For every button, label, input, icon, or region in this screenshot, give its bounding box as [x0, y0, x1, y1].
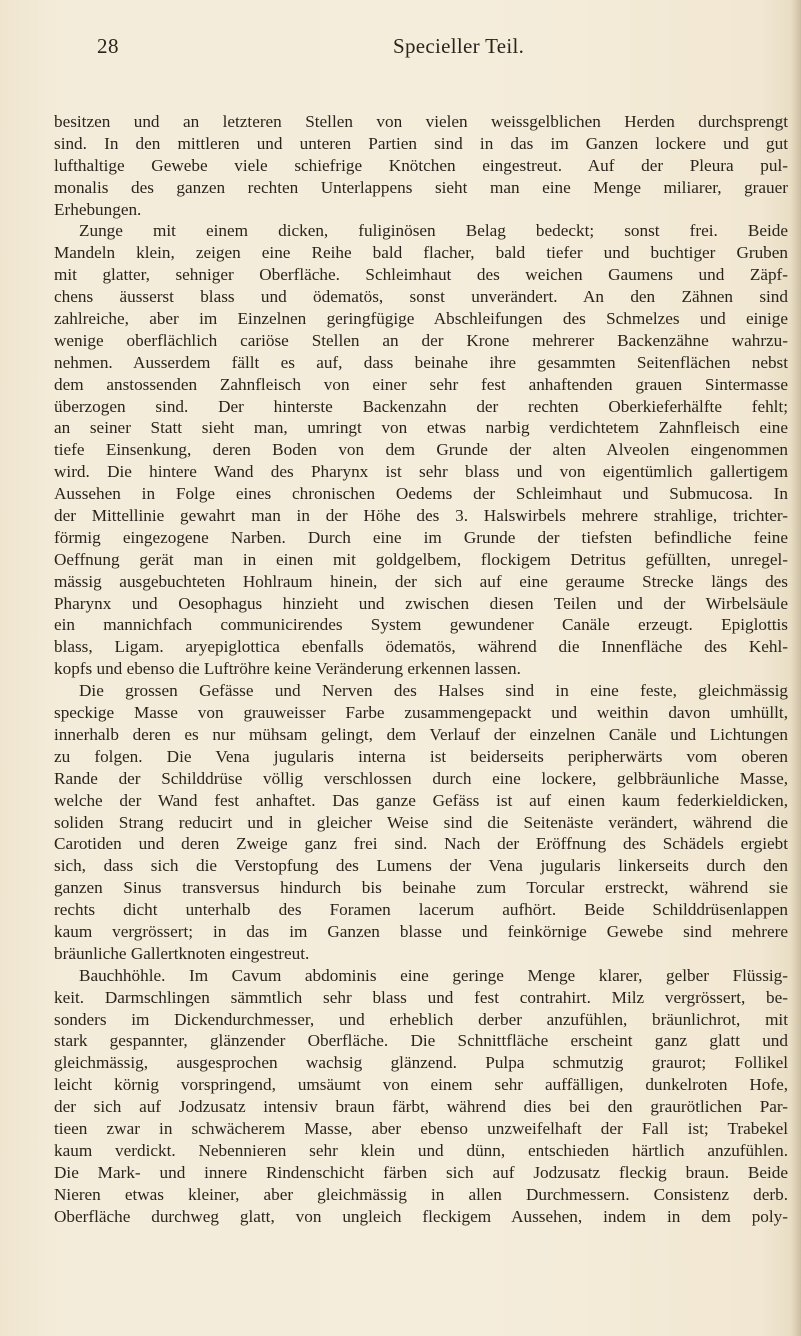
text-line: mässig ausgebuchteten Hohlraum hinein, der sich auf eine geraume Strecke längs des	[54, 571, 788, 591]
text-line: dem anstossenden Zahnfleisch von einer sehr fest anhaftenden grauen Sintermasse	[54, 374, 788, 394]
text-line: der sich auf Jodzusatz intensiv braun färbt, während dies bei den graurötlichen Par-	[54, 1097, 788, 1117]
text-line: der Mittellinie gewahrt man in der Höhe des 3. Halswirbels mehrere strahlige, trichter-	[54, 506, 788, 526]
text-line: Nieren etwas kleiner, aber gleichmässig in allen Durchmessern. Consistenz derb.	[54, 1184, 788, 1204]
text-line: Aussehen in Folge eines chronischen Oedems der Schleimhaut und Submucosa. In	[54, 484, 788, 504]
text-line: lufthaltige Gewebe viele schiefrige Knötchen eingestreut. Auf der Pleura pul-	[54, 155, 788, 175]
text-line: an seiner Statt sieht man, umringt von etwas narbig verdichtetem Zahnfleisch eine	[54, 418, 788, 438]
text-line: welche der Wand fest anhaftet. Das ganze Gefäss ist auf einen kaum federkieldicken,	[54, 790, 788, 810]
page-edge-shadow	[791, 0, 801, 1336]
text-line: Zunge mit einem dicken, fuliginösen Belag bedeckt; sonst frei. Beide	[79, 221, 788, 241]
text-line: wird. Die hintere Wand des Pharynx ist sehr blass und von eigentümlich gallertigem	[54, 462, 788, 482]
text-line: mit glatter, sehniger Oberfläche. Schleimhaut des weichen Gaumens und Zäpf-	[54, 265, 788, 285]
text-line: nehmen. Ausserdem fällt es auf, dass beinahe ihre gesammten Seitenflächen nebst	[54, 352, 788, 372]
text-line: förmig eingezogene Narben. Durch eine im Grunde der tiefsten befindliche feine	[54, 527, 788, 547]
text-line: speckige Masse von grauweisser Farbe zusammengepackt und weithin davon umhüllt,	[54, 703, 788, 723]
text-line: tieen zwar in schwächerem Masse, aber ebenso unzweifelhaft der Fall ist; Trabekel	[54, 1118, 788, 1138]
text-line: zu folgen. Die Vena jugularis interna ist beiderseits peripherwärts vom oberen	[54, 746, 788, 766]
text-line: Oberfläche durchweg glatt, von ungleich fleckigem Aussehen, indem in dem poly-	[54, 1206, 788, 1226]
text-line: innerhalb deren es nur mühsam gelingt, dem Verlauf der einzelnen Canäle und Lichtungen	[54, 724, 788, 744]
text-line: ein mannichfach communicirendes System gewundener Canäle erzeugt. Epiglottis	[54, 615, 788, 635]
text-line: kopfs und ebenso die Luftröhre keine Veränderung erkennen lassen.	[54, 659, 521, 679]
text-line: tiefe Einsenkung, deren Boden von dem Grunde der alten Alveolen eingenommen	[54, 440, 788, 460]
text-line: überzogen sind. Der hinterste Backenzahn der rechten Oberkieferhälfte fehlt;	[54, 396, 788, 416]
text-line: Mandeln klein, zeigen eine Reihe bald flacher, bald tiefer und buchtiger Gruben	[54, 243, 788, 263]
text-line: Bauchhöhle. Im Cavum abdominis eine geringe Menge klarer, gelber Flüssig-	[79, 965, 788, 985]
text-line: kaum vergrössert; in das im Ganzen blasse und feinkörnige Gewebe sind mehrere	[54, 921, 788, 941]
text-line: sind. In den mittleren und unteren Partien sind in das im Ganzen lockere und gut	[54, 133, 788, 153]
page-number: 28	[97, 34, 119, 58]
text-line: kaum verdickt. Nebennieren sehr klein und dünn, entschieden härtlich anzufühlen.	[54, 1140, 788, 1160]
text-line: Rande der Schilddrüse völlig verschlossen durch eine lockere, gelbbräunliche Masse,	[54, 768, 788, 788]
text-line: zahlreiche, aber im Einzelnen geringfügige Abschleifungen des Schmelzes und einige	[54, 309, 788, 329]
text-line: sich, dass sich die Verstopfung des Lumens der Vena jugularis linkerseits durch den	[54, 856, 788, 876]
text-line: monalis des ganzen rechten Unterlappens sieht man eine Menge miliarer, grauer	[54, 177, 788, 197]
text-line: Oeffnung gerät man in einen mit goldgelbem, flockigem Detritus gefüllten, unregel-	[54, 549, 788, 569]
text-line: ganzen Sinus transversus hindurch bis beinahe zum Torcular erstreckt, während sie	[54, 878, 788, 898]
text-line: stark gespannter, glänzender Oberfläche. Die Schnittfläche erscheint ganz glatt und	[54, 1031, 788, 1051]
text-line: blass, Ligam. aryepiglottica ebenfalls ödematös, während die Innenfläche des Kehl-	[54, 637, 788, 657]
text-line: bräunliche Gallertknoten eingestreut.	[54, 943, 310, 963]
text-line: besitzen und an letzteren Stellen von vielen weissgelblichen Herden durchsprengt	[54, 112, 788, 131]
text-line: chens äusserst blass und ödematös, sonst unverändert. An den Zähnen sind	[54, 287, 788, 307]
text-line: Carotiden und deren Zweige ganz frei sind. Nach der Eröffnung des Schädels ergiebt	[54, 834, 788, 854]
text-line: leicht körnig vorspringend, umsäumt von einem sehr auffälligen, dunkelroten Hofe,	[54, 1075, 788, 1095]
text-line: Erhebungen.	[54, 199, 142, 219]
text-line: gleichmässig, ausgesprochen wachsig glänzend. Pulpa schmutzig graurot; Follikel	[54, 1053, 788, 1073]
text-line: rechts dicht unterhalb des Foramen lacerum aufhört. Beide Schilddrüsenlappen	[54, 900, 788, 920]
text-line: Pharynx und Oesophagus hinzieht und zwischen diesen Teilen und der Wirbelsäule	[54, 593, 788, 613]
running-title: Specieller Teil.	[393, 34, 525, 58]
text-line: Die grossen Gefässe und Nerven des Halses sind in eine feste, gleichmässig	[79, 681, 788, 701]
text-line: sonders im Dickendurchmesser, und erheblich derber anzufühlen, bräunlichrot, mit	[54, 1009, 788, 1029]
running-head	[97, 34, 701, 64]
text-line: Die Mark- und innere Rindenschicht färben sich auf Jodzusatz fleckig braun. Beide	[54, 1162, 788, 1182]
text-line: keit. Darmschlingen sämmtlich sehr blass und fest contrahirt. Milz vergrössert, be-	[54, 987, 788, 1007]
body-text	[54, 111, 788, 1227]
text-line: soliden Strang reducirt und in gleicher Weise sind die Seitenäste verändert, während die	[54, 812, 788, 832]
text-line: wenige oberflächlich cariöse Stellen an der Krone mehrerer Backenzähne wahrzu-	[54, 330, 788, 350]
